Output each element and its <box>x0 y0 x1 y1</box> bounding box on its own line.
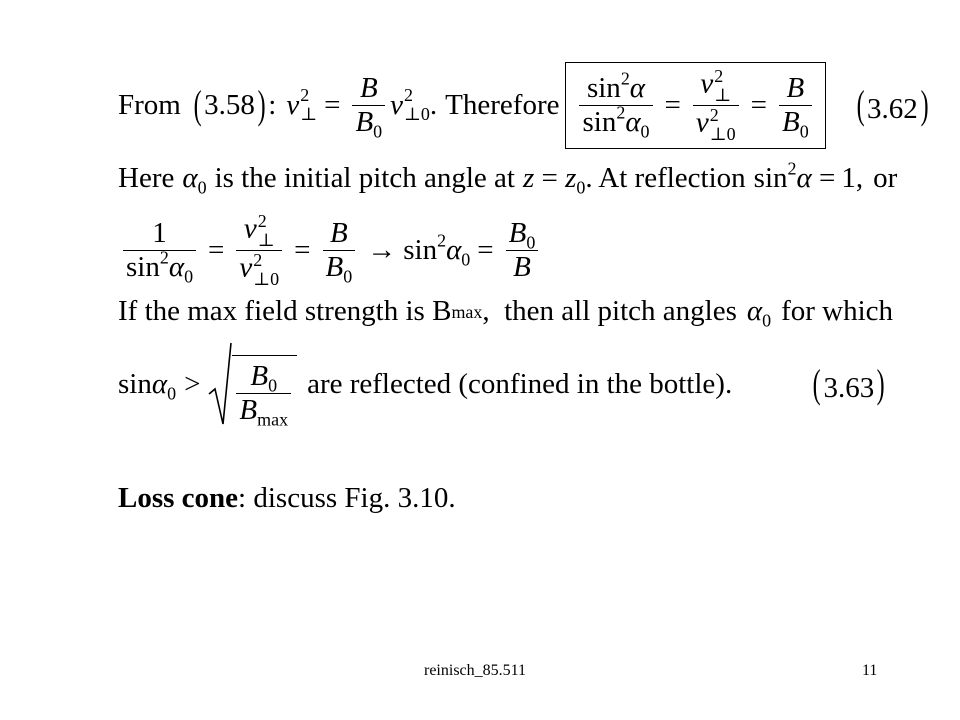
loss-cone-heading: Loss cone <box>118 482 239 514</box>
equation-number-3-63: (3.63) <box>812 361 885 406</box>
equation-line-1: From ( 3.58 ) : v 2 ⊥ = $\frac{B}{B_0}$ v 2 ⊥0 . Therefore $\frac{\sin^2\alpha}{\sin^2\alpha_0}$ = v 2 ⊥ v 2 ⊥0 = $\frac{B}{B_0}$ (3.62) <box>118 62 931 149</box>
max-field-text: If the max field strength is B <box>118 295 452 327</box>
slide-number: 11 <box>862 662 878 679</box>
sqrt-expression: $\frac{B_0}{B_{max}}$ <box>208 342 297 426</box>
colon: : <box>268 88 277 121</box>
reflection-text: . At reflection <box>585 162 746 194</box>
one-text: 1, <box>841 162 864 194</box>
for-which-text: for which <box>781 295 894 327</box>
text-line-4: If the max field strength is B max , then all pitch angles $\alpha_0$ for which <box>118 295 894 331</box>
from-text: From <box>118 88 181 121</box>
or-text: or <box>873 162 898 194</box>
text-line-2: Here $\alpha_0$ is the initial pitch angle at $z = z_0$ . At reflection $\sin^2\alpha$ = 1, or <box>118 158 898 198</box>
loss-cone-text: : discuss Fig. 3.10. <box>238 482 456 514</box>
ref-3-58: 3.58 <box>204 88 255 121</box>
greater-than: > <box>184 367 201 400</box>
footer-left: reinisch_85.511 <box>424 662 527 679</box>
equation-line-5: sinα$_0$ > $\frac{B_0}{B_{max}}$ are reflected (confined in the bottle). (3.63) <box>118 342 888 426</box>
loss-cone-line <box>118 484 456 513</box>
here-text: Here <box>118 162 175 194</box>
reflected-text: are reflected (confined in the bottle). <box>307 367 733 400</box>
v-perp-equation: v 2 ⊥ = $\frac{B}{B_0}$ v 2 ⊥0 . <box>286 72 438 142</box>
then-text: , then all pitch angles <box>482 295 737 327</box>
therefore-text: Therefore <box>445 88 560 121</box>
initial-pitch-text: is the initial pitch angle at <box>214 162 515 194</box>
equation-number-3-62: (3.62) <box>856 82 929 128</box>
equation-line-3: $\frac{1}{\sin^2\alpha_0}$ = v 2 ⊥ v 2 ⊥0 = $\frac{B}{B_0}$ → $\sin^2\alpha_0$ = $\frac{B_0}{B}$ <box>118 212 543 289</box>
boxed-pitch-equation: $\frac{\sin^2\alpha}{\sin^2\alpha_0}$ = v 2 ⊥ v 2 ⊥0 = $\frac{B}{B_0}$ <box>565 62 825 149</box>
